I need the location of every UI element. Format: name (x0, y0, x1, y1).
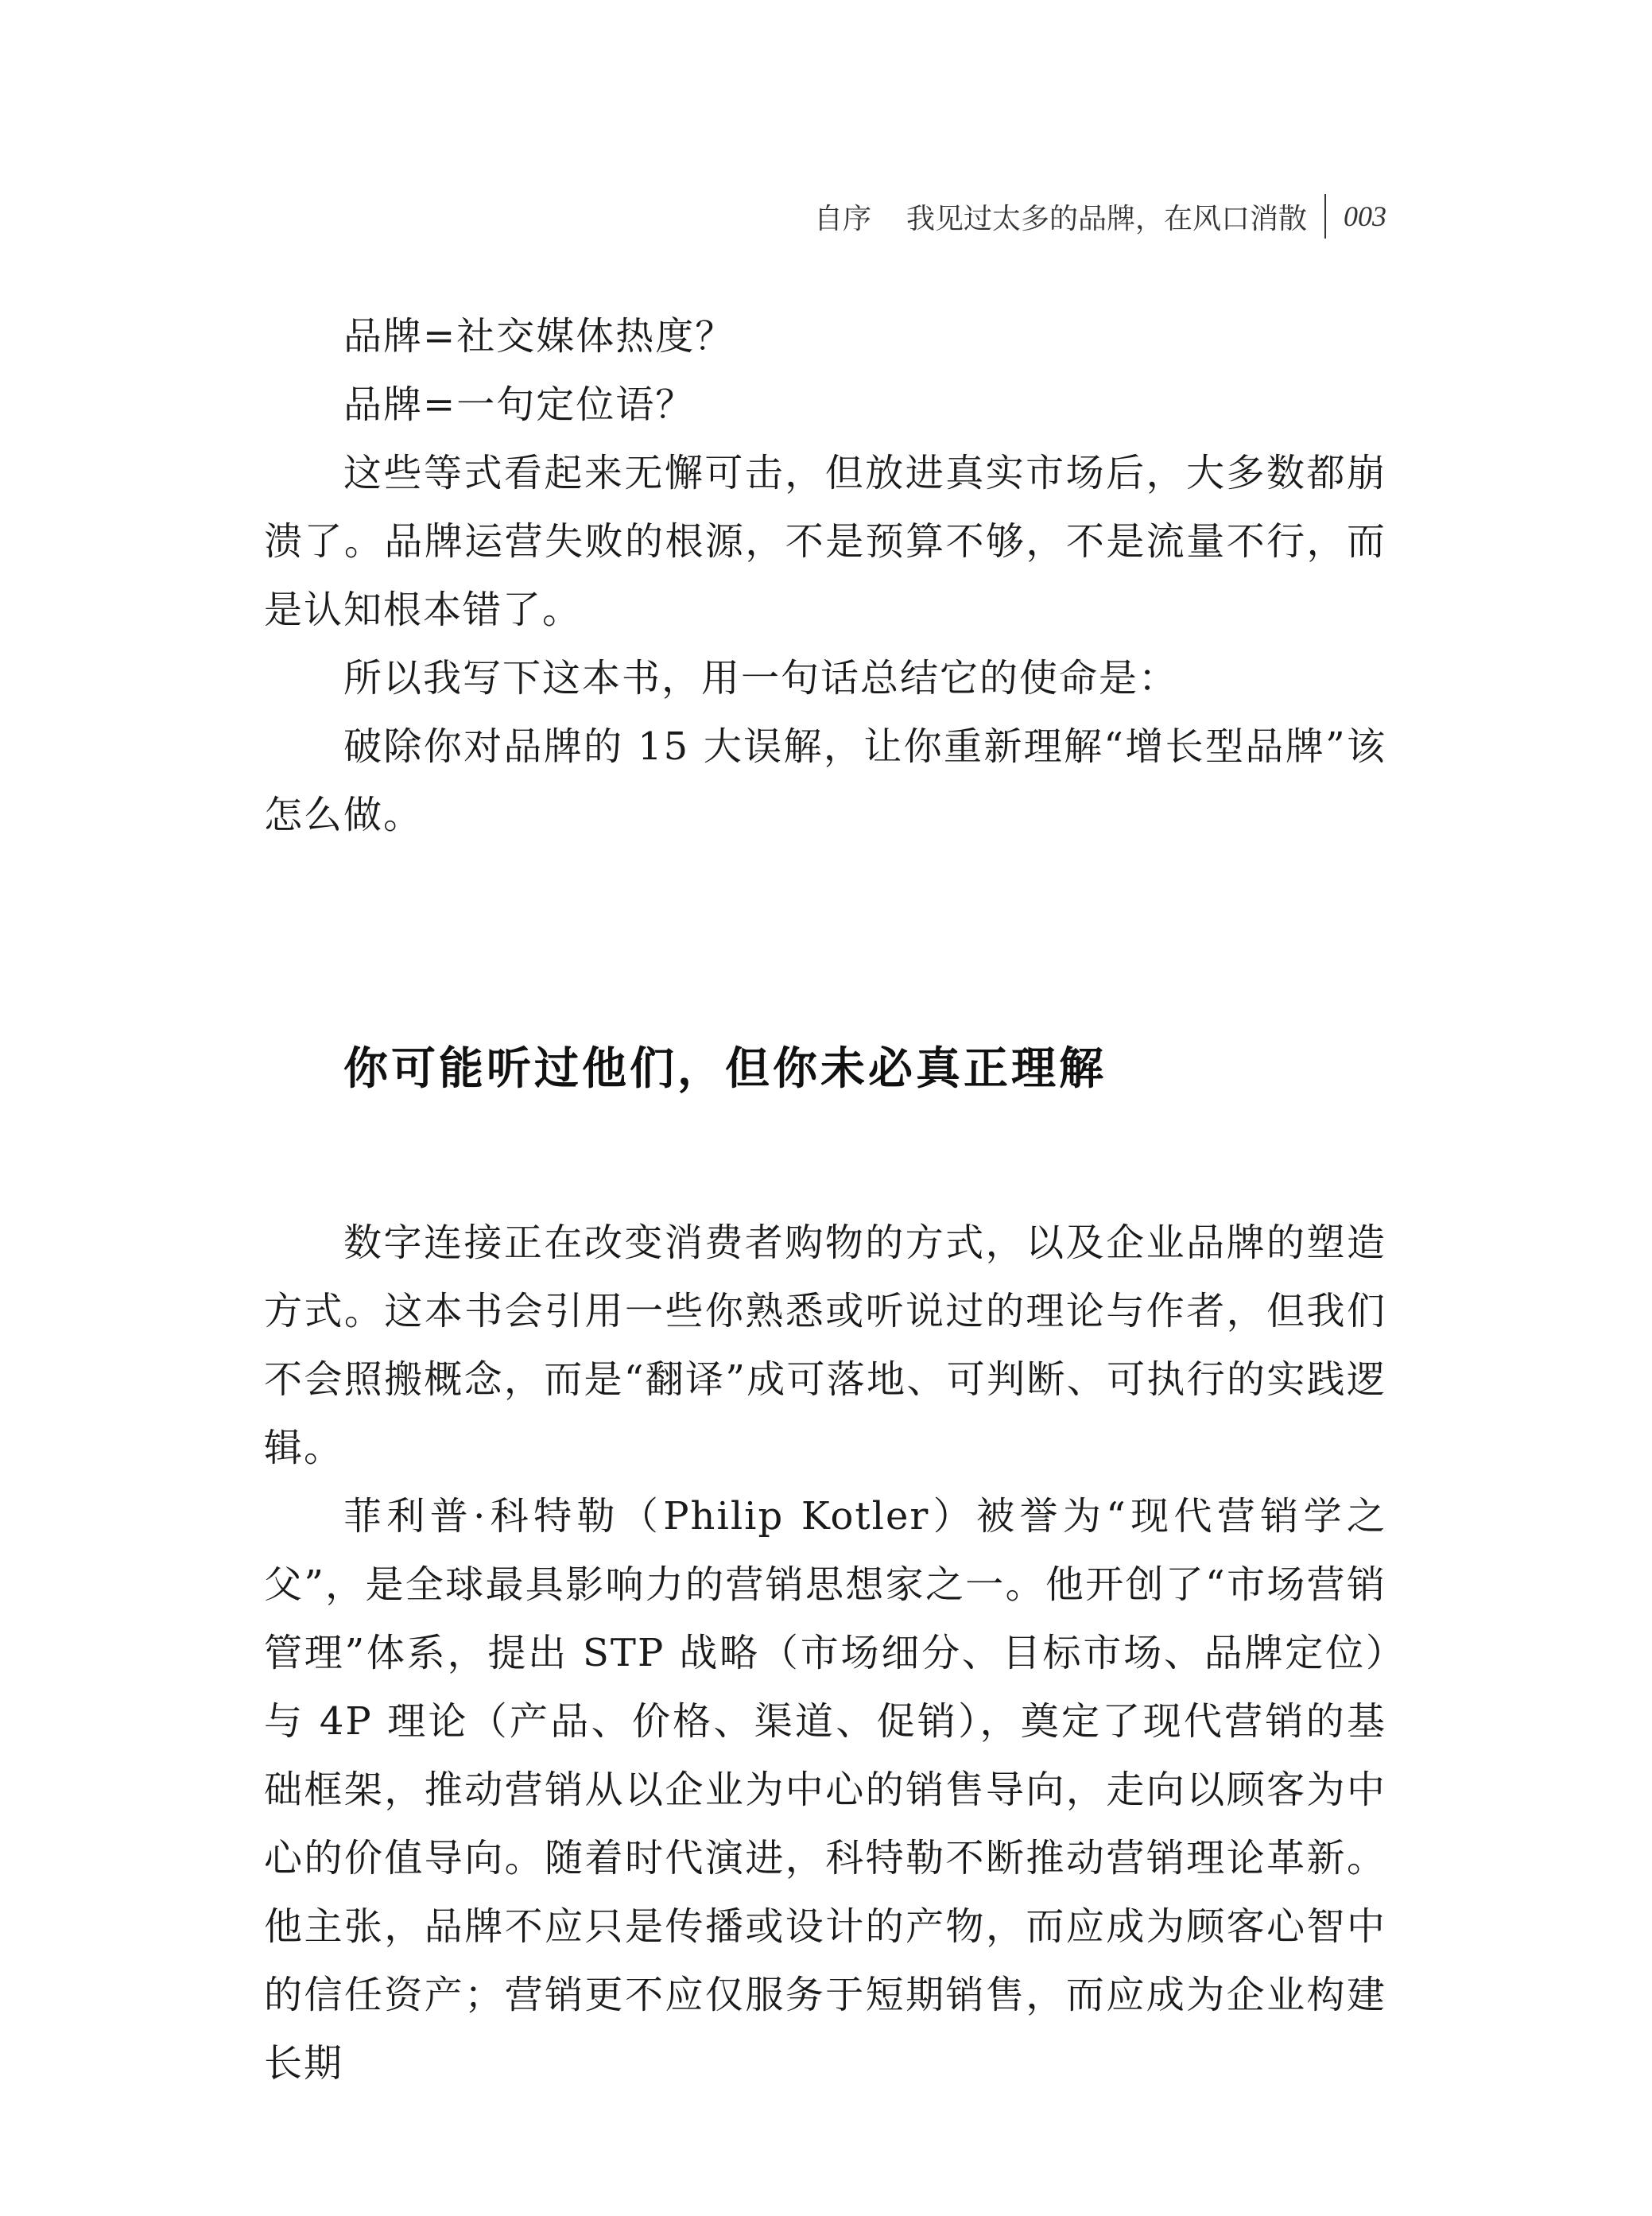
paragraph-brand-equals-slogan: 品牌=一句定位语？ (343, 382, 696, 427)
running-head (814, 194, 1386, 239)
running-head-divider (1324, 194, 1326, 239)
section-heading: 你可能听过他们，但你未必真正理解 (343, 1043, 1107, 1095)
running-head-title: 我见过太多的品牌，在风口消散 (905, 202, 1307, 235)
paragraph-book-mission: 破除你对品牌的 15 大误解，让你重新理解“增长型品牌”该怎么做。 (264, 724, 1386, 837)
paragraph-why-this-book: 所以我写下这本书，用一句话总结它的使命是： (343, 656, 1179, 701)
paragraph-brand-equals-social-heat: 品牌=社交媒体热度？ (343, 314, 735, 359)
paragraph-equations-collapse: 这些等式看起来无懈可击，但放进真实市场后，大多数都崩溃了。品牌运营失败的根源，不是预算不够，不是流量不行，而是认知根本错了。 (264, 451, 1386, 632)
paragraph-digital-connection: 数字连接正在改变消费者购物的方式，以及企业品牌的塑造方式。这本书会引用一些你熟悉或听说过的理论与作者，但我们不会照搬概念，而是“翻译”成可落地、可判断、可执行的实践逻辑。 (264, 1221, 1386, 1470)
running-head-chapter: 自序 (813, 202, 871, 235)
page-number: 003 (1344, 200, 1386, 232)
paragraph-philip-kotler: 菲利普·科特勒（Philip Kotler）被誉为“现代营销学之父”，是全球最具影响力的营销思想家之一。他开创了“市场营销管理”体系，提出 STP 战略（市场细分、目标市场、品牌定位）与 4P 理论（产品、价格、渠道、促销），奠定了现代营销的基础框架，推动营销从以企业为中心的销售导向，走向以顾客为中心的价值导向。随着时代演进，科特勒不断推动营销理论革新。他主张，品牌不应只是传播或设计的产物，而应成为顾客心智中的信任资产；营销更不应仅服务于短期销售，而应成为企业构建长期 (264, 1494, 1386, 2086)
